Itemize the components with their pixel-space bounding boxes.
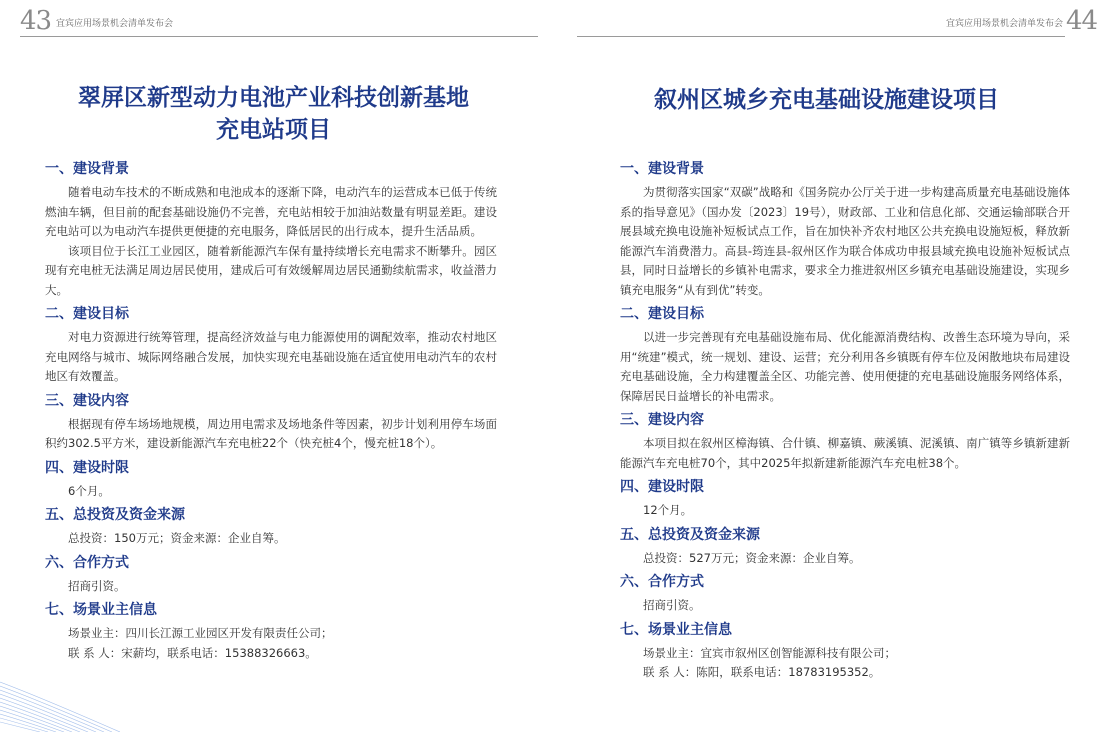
section-heading: 一、建设背景 <box>620 161 704 177</box>
section-owner-info <box>620 616 1070 683</box>
section-background <box>45 155 497 300</box>
section-content <box>620 406 1070 473</box>
section-heading: 二、建设目标 <box>45 306 129 322</box>
section-heading: 三、建设内容 <box>45 392 129 409</box>
section-heading: 四、建设时限 <box>620 479 704 495</box>
page-title-line-1: 叙州区城乡充电基础设施建设项目 <box>654 87 999 113</box>
page-title <box>20 82 527 146</box>
section-paragraph: 联 系 人：宋薪均，联系电话：15388326663。 <box>68 645 317 660</box>
decorative-wave-lines <box>0 652 120 732</box>
page-number: 44 <box>1066 6 1098 36</box>
right-page <box>553 0 1106 732</box>
section-paragraph: 总投资：527万元；资金来源：企业自筹。 <box>643 550 861 565</box>
section-investment <box>620 521 1070 569</box>
section-investment <box>45 501 497 549</box>
section-paragraph: 联 系 人：陈阳，联系电话：18783195352。 <box>643 665 881 679</box>
section-content <box>45 387 497 454</box>
section-paragraph: 对电力资源进行统筹管理，提高经济效益与电力能源使用的调配效率，推动农村地区充电网络与城市、城际网络融合发展，加快实现充电基础设施在适宜使用电动汽车的农村地区有效覆盖。 <box>45 330 497 383</box>
section-paragraph: 随着电动车技术的不断成熟和电池成本的逐渐下降，电动汽车的运营成本已低于传统燃油车辆，但目前的配套基础设施仍不完善，充电站相较于加油站数量有明显差距。建设充电站可以为电动汽车提供更便捷的充电服务，降低居民的出行成本，提升生活品质。 <box>45 185 497 238</box>
section-heading: 七、场景业主信息 <box>45 602 157 618</box>
section-cooperation <box>45 549 497 597</box>
page-title-line-1: 翠屏区新型动力电池产业科技创新基地 <box>78 85 469 111</box>
section-paragraph: 12个月。 <box>643 503 693 517</box>
section-paragraph: 总投资：150万元；资金来源：企业自筹。 <box>68 531 286 545</box>
section-paragraph: 招商引资。 <box>643 598 701 612</box>
page-header: 宜宾应用场景机会清单发布会 <box>946 19 1064 29</box>
section-heading: 四、建设时限 <box>45 459 129 476</box>
section-heading: 二、建设目标 <box>620 306 704 322</box>
left-content <box>45 155 497 663</box>
section-paragraph: 招商引资。 <box>68 578 126 593</box>
page-number: 43 <box>20 6 52 36</box>
section-heading: 五、总投资及资金来源 <box>620 526 760 543</box>
page-header: 宜宾应用场景机会清单发布会 <box>56 19 174 29</box>
page-title-line-2: 充电站项目 <box>216 117 331 143</box>
section-goal <box>45 300 497 387</box>
section-paragraph: 场景业主：宜宾市叙州区创智能源科技有限公司； <box>643 645 896 660</box>
section-paragraph: 以进一步完善现有充电基础设施布局、优化能源消费结构、改善生态环境为导向，采用“统建”模式，统一规划、建设、运营；充分利用各乡镇既有停车位及闲散地块布局建设充电基础设施，全力构建覆盖全区、功能完善、使用便捷的充电基础设施服务网络体系，保障居民日益增长的补电需求。 <box>620 330 1070 403</box>
section-background <box>620 155 1070 300</box>
section-timeline <box>45 454 497 502</box>
section-cooperation <box>620 568 1070 616</box>
section-heading: 六、合作方式 <box>620 574 704 590</box>
section-timeline <box>620 473 1070 521</box>
section-heading: 六、合作方式 <box>45 554 129 571</box>
section-paragraph: 根据现有停车场场地规模，周边用电需求及场地条件等因素，初步计划利用停车场面积约302.5平方米，建设新能源汽车充电桩22个（快充桩4个，慢充桩18个）。 <box>45 416 497 450</box>
section-paragraph: 6个月。 <box>68 483 110 498</box>
section-paragraph: 为贯彻落实国家“双碳”战略和《国务院办公厅关于进一步构建高质量充电基础设施体系的指导意见》（国办发〔2023〕19号），财政部、工业和信息化部、交通运输部联合开展县域充换电设施补短板试点工作，旨在加快补齐农村地区公共充换电设施短板，释放新能源汽车消费潜力。高县-筠连县-叙州区作为联合体成功申报县域充换电设施补短板试点县，同时日益增长的乡镇补电需求，要求全力推进叙州区乡镇充电基础设施建设，实现乡镇充电服务“从有到优”转变。 <box>620 185 1070 297</box>
section-paragraph: 该项目位于长江工业园区，随着新能源汽车保有量持续增长充电需求不断攀升。园区现有充电桩无法满足周边居民使用，建成后可有效缓解周边居民通勤续航需求，收益潜力大。 <box>45 243 497 297</box>
section-heading: 一、建设背景 <box>45 161 129 177</box>
section-heading: 七、场景业主信息 <box>620 621 732 638</box>
section-paragraph: 场景业主：四川长江源工业园区开发有限责任公司； <box>68 626 333 640</box>
section-paragraph: 本项目拟在叙州区樟海镇、合什镇、柳嘉镇、蕨溪镇、泥溪镇、南广镇等乡镇新建新能源汽车充电桩70个，其中2025年拟新建新能源汽车充电桩38个。 <box>620 436 1070 470</box>
section-heading: 五、总投资及资金来源 <box>45 507 185 523</box>
right-content <box>620 155 1070 683</box>
page-title <box>573 84 1080 116</box>
section-heading: 三、建设内容 <box>620 412 704 428</box>
header-divider <box>577 36 1065 37</box>
section-goal <box>620 300 1070 406</box>
header-divider <box>20 36 538 37</box>
